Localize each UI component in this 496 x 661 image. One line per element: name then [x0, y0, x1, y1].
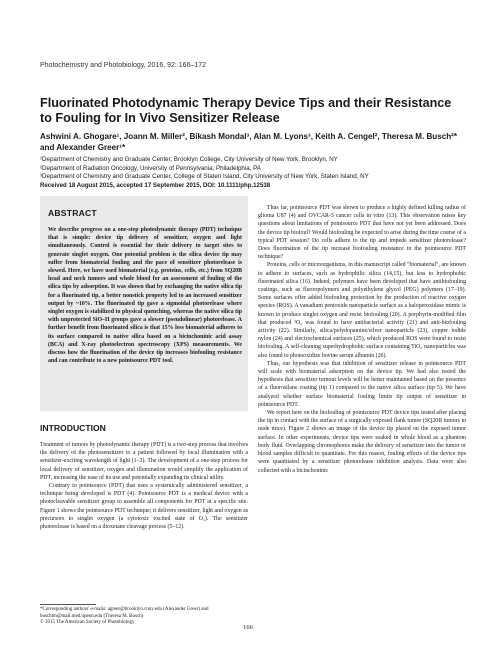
- footnote-emails-1: *Corresponding authors' e-mails: agreer@brooklyn.cuny.edu (Alexander Greer) and: [40, 607, 209, 612]
- footnote-divider: [40, 604, 96, 605]
- introduction-heading: INTRODUCTION: [40, 423, 106, 433]
- affiliation-3: ³Department of Chemistry and Graduate Center, College of Staten Island, City University of New York, Staten Island, NY: [40, 173, 369, 181]
- affiliations: [40, 156, 480, 182]
- right-paragraph-4: We report here on the biofouling of pointsource PDT device tips tested after placing the tip in contact with the surface of a surgically exposed flank tumor (SQ20B tumors in nude mice). Figure 2 shows an image of the device tip placed on the exposed tumor surface. In other experiments, device tips were soaked in whole blood as a phantom body fluid. Overlapping chromophores make the delivery of sensitizer into the tumor or blood samples difficult to quantitate. For this reason, fouling effects of the device tips were quantitated by a sensitizer photorelease inhibition analysis. Data were also collected with a bicinchoninic: [258, 410, 466, 474]
- journal-citation: Photochemistry and Photobiology, 2016, 92: 166–172: [40, 62, 207, 69]
- author-list: Ashwini A. Ghogare¹, Joann M. Miller², Bikash Mondal³, Alan M. Lyons³, Keith A. Cengel², Theresa M. Busch²* and Alexander Greer¹*: [40, 132, 458, 152]
- right-paragraph-3: Thus, our hypothesis was that inhibition of sensitizer release in pointsource PDT will scale with biomaterial adsorption on the device tip. We had also tested the hypothesis that sensitizer turnout levels will be better maintained based on the presence of a fluorosilane coating (tip 1) compared to the native silica surface (tip 5). We have analyzed whether surface biomaterial fouling limits tip output of sensitizer in pointsource PDT.: [258, 360, 466, 408]
- affiliation-2: ²Department of Radiation Oncology, University of Pennsylvania, Philadelphia, PA: [40, 164, 261, 172]
- right-column-body: [258, 204, 466, 475]
- page-number: 166: [243, 624, 253, 631]
- right-paragraph-1: Thus far, pointsource PDT was shown to produce a highly defined killing radius of glioma U87 (4) and OVCAR-5 cancer cells in vitro (13). This observation raises key questions about limitations of pointsource PDT that have not yet been addressed. Does the device tip biofoul? Would biofouling be expected to arise during the time course of a typical PDT session? Do cells adhere to the tip and impede sensitizer photorelease? Does fluorination of the tip increase biofouling resistance in the pointsource PDT technique?: [258, 205, 466, 261]
- right-paragraph-2: Proteins, cells or microorganisms, in this manuscript called "biomaterial", are known to adhere to surfaces, such as hydrophilic silica (14,15), but less to hydrophobic fluorinated silica (16). Indeed, polymers have been developed that have antibiofouling coatings, such as fluoropolymers and polyethylene glycol (PEG) polymers (17–19). Some surfaces offer added biofouling protection by the production of reactive oxygen species (ROS). A vanadium pentoxide nanoparticle surface as a haloperoxidase mimic is known to produce singlet oxygen and resist biofouling (20). A porphyrin-modified film that produced ¹O₂ was found to have antibacterial activity (21) and anti-biofouling activity (22). Similarly, silica/polydopamine/silver nanoparticle (23), copper iodide nylon (24) and electrochemical surfaces (25), which produced ROS were found to resist biofouling. A self-cleaning superhydrophobic surface containing TiO₂ nanoparticles was also found to photooxidize bovine serum albumin (26).: [258, 262, 466, 359]
- abstract-box: [40, 196, 248, 411]
- article-title: Fluorinated Photodynamic Therapy Device Tips and their Resistance to Fouling for In Vivo Sensitizer Release: [40, 96, 452, 125]
- abstract-heading: ABSTRACT: [48, 208, 97, 218]
- received-dates-doi: Received 18 August 2015, accepted 17 September 2015, DOI: 10.1111/php.12538: [40, 182, 271, 189]
- abstract-text: We describe progress on a one-step photodynamic therapy (PDT) technique that is simple: device tip delivery of sensitizer, oxygen and light simultaneously. Control is essential for their delivery to target sites to generate singlet oxygen. One potential problem is the silica device tip may suffer from biomaterial fouling and the pace of sensitizer photorelease is slowed. Here, we have used biomaterial (e.g. proteins, cells, etc.) from SQ20B head and neck tumors and whole blood for an assessment of fouling of the silica tips by adsorption. It was shown that by exchanging the native silica tip for a fluorinated tip, a better nonstick property led to an increased sensitizer output by ~10%. The fluorinated tip gave a sigmoidal photorelease where singlet oxygen is stabilized to physical quenching, whereas the native silica tip with unprotected SiO–H groups gave a slower (pseudolinear) photorelease. A further benefit from fluorinated silica is that 15% less biomaterial adheres to its surface compared to native silica based on a bicinchoninic acid assay (BCA) and X-ray photoelectron spectroscopy (XPS) measurements. We discuss how the fluorination of the device tip increases biofouling resistance and can contribute to a new pointsource PDT tool.: [48, 227, 242, 365]
- intro-paragraph-2: Contrary to pointsource (PDT) that uses a systemically administered sensitizer, a technique being developed is PDT (4). Pointsource PDT is a medical device with a photocleavable sensitizer group to assemble all components for PDT at a specific site. Figure 1 shows the pointsource PDT technique; it delivers sensitizer, light and oxygen as precursors to singlet oxygen (a cytotoxic excited state of O₂). The sensitizer photorelease is based on a dioxetane cleavage process (5–12).: [40, 483, 248, 531]
- introduction-body: [40, 441, 248, 531]
- footnote-emails-2: buschtm@mail.med.upenn.edu (Theresa M. Busch): [40, 613, 144, 619]
- intro-paragraph-1: Treatment of tumors by photodynamic therapy (PDT) is a two-step process that involves the delivery of the photosensitizer to a patient followed by local illumination with a sensitizer-exciting wavelength of light (1–3). The development of a one-step process for local delivery of sensitizer, oxygen and illumination would simplify the application of PDT, increasing the ease of its use and potentially expanding its clinical utility.: [40, 442, 248, 481]
- affiliation-1: ¹Department of Chemistry and Graduate Center, Brooklyn College, City University of New York, Brooklyn, NY: [40, 156, 338, 163]
- footnote-copyright: © 2015 The American Society of Photobiology: [40, 620, 135, 626]
